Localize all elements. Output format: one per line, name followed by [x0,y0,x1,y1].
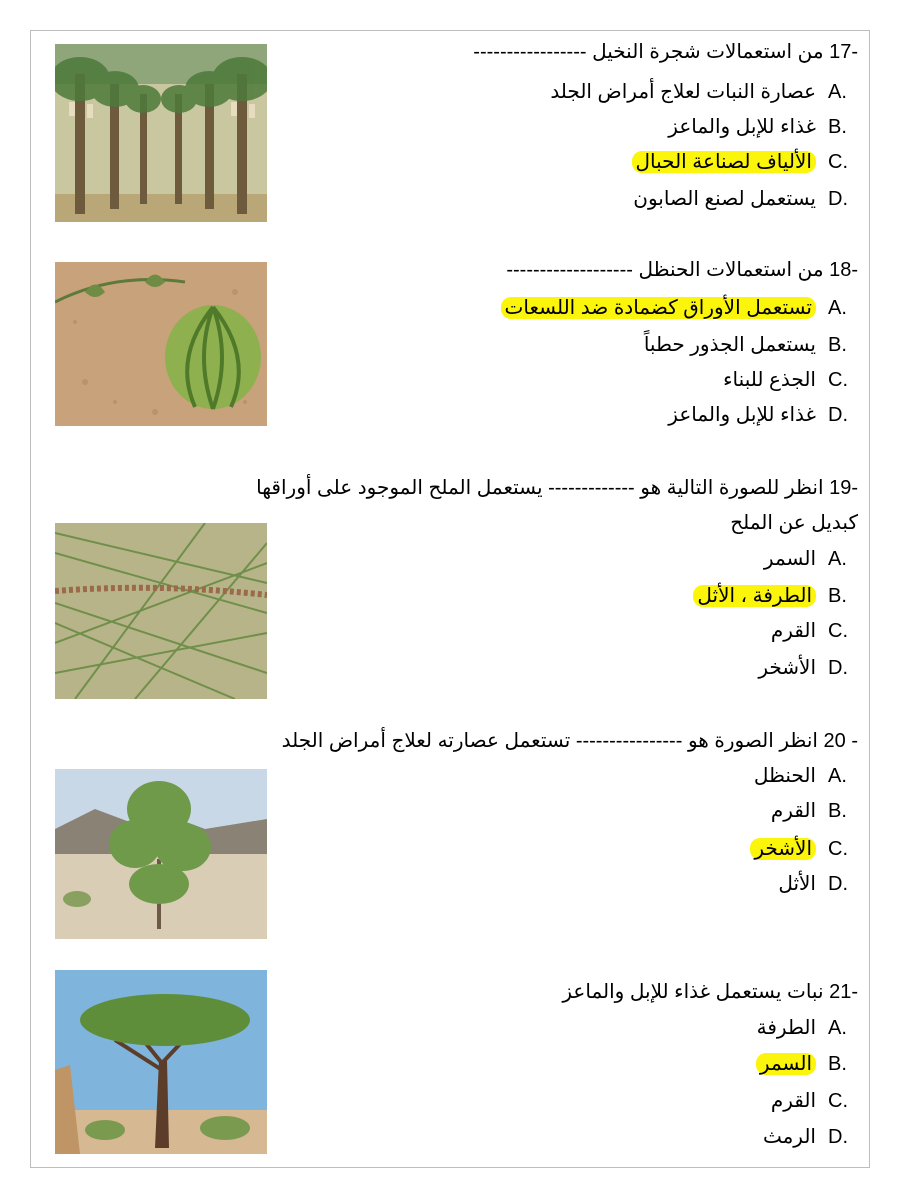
answer-highlight: الأشخر [750,838,816,860]
option-a[interactable]: A.الحنظل [753,765,847,787]
option-b[interactable]: B.الطرفة ، الأثل [693,582,858,610]
option-b[interactable]: B.غذاء للإبل والماعز [668,116,847,138]
option-d[interactable]: D.يستعمل لصنع الصابون [633,188,848,210]
option-b[interactable]: B.السمر [756,1050,858,1078]
question-text: انظر للصورة التالية هو ------------- يستعمل الملح الموجود على أوراقها [256,477,824,499]
answer-highlight: الطرفة ، الأثل [693,585,816,607]
question-number: 19- [829,477,858,499]
question-number: 21- [829,981,858,1003]
option-a[interactable]: A.عصارة النبات لعلاج أمراض الجلد [550,81,847,103]
option-a[interactable]: A.السمر [763,548,847,570]
option-c[interactable]: C.القرم [770,620,848,642]
question-text: من استعمالات الحنظل ------------------- [506,259,824,281]
colocynth-photo [55,262,267,426]
answer-highlight: الألياف لصناعة الحبال [632,151,816,173]
option-d[interactable]: D.الأثل [778,873,848,895]
question-21 [562,978,858,1006]
option-c[interactable]: C.الأشخر [750,835,858,863]
question-text: انظر الصورة هو ---------------- تستعمل عصارته لعلاج أمراض الجلد [281,730,818,752]
answer-highlight: السمر [756,1053,816,1075]
option-d[interactable]: D.الرمث [762,1126,848,1148]
ashkhar-photo [55,769,267,939]
question-text-continued: كبديل عن الملح [730,512,858,534]
option-a[interactable]: A.الطرفة [756,1017,847,1039]
question-text: من استعمالات شجرة النخيل ----------------- [473,41,824,63]
question-number: 17- [829,41,858,63]
question-17 [473,38,858,66]
option-c[interactable]: C.الجذع للبناء [723,369,848,391]
option-d[interactable]: D.غذاء للإبل والماعز [668,404,848,426]
tamarisk-photo [55,523,267,699]
option-c[interactable]: C.القرم [770,1090,848,1112]
option-a[interactable]: A.تستعمل الأوراق كضمادة ضد اللسعات [501,294,858,322]
question-text: نبات يستعمل غذاء للإبل والماعز [562,981,824,1003]
question-number: 18- [829,259,858,281]
question-18 [506,256,858,284]
acacia-photo [55,970,267,1154]
option-b[interactable]: B.القرم [770,800,847,822]
option-d[interactable]: D.الأشخر [758,657,848,679]
question-number: 20 - [823,730,858,752]
question-20 [282,727,858,755]
option-c[interactable]: C.الألياف لصناعة الحبال [632,148,858,176]
option-b[interactable]: B.يستعمل الجذور حطباً [643,334,847,356]
answer-highlight: تستعمل الأوراق كضمادة ضد اللسعات [501,297,816,319]
question-19 [256,474,858,502]
date-palm-photo [55,44,267,222]
